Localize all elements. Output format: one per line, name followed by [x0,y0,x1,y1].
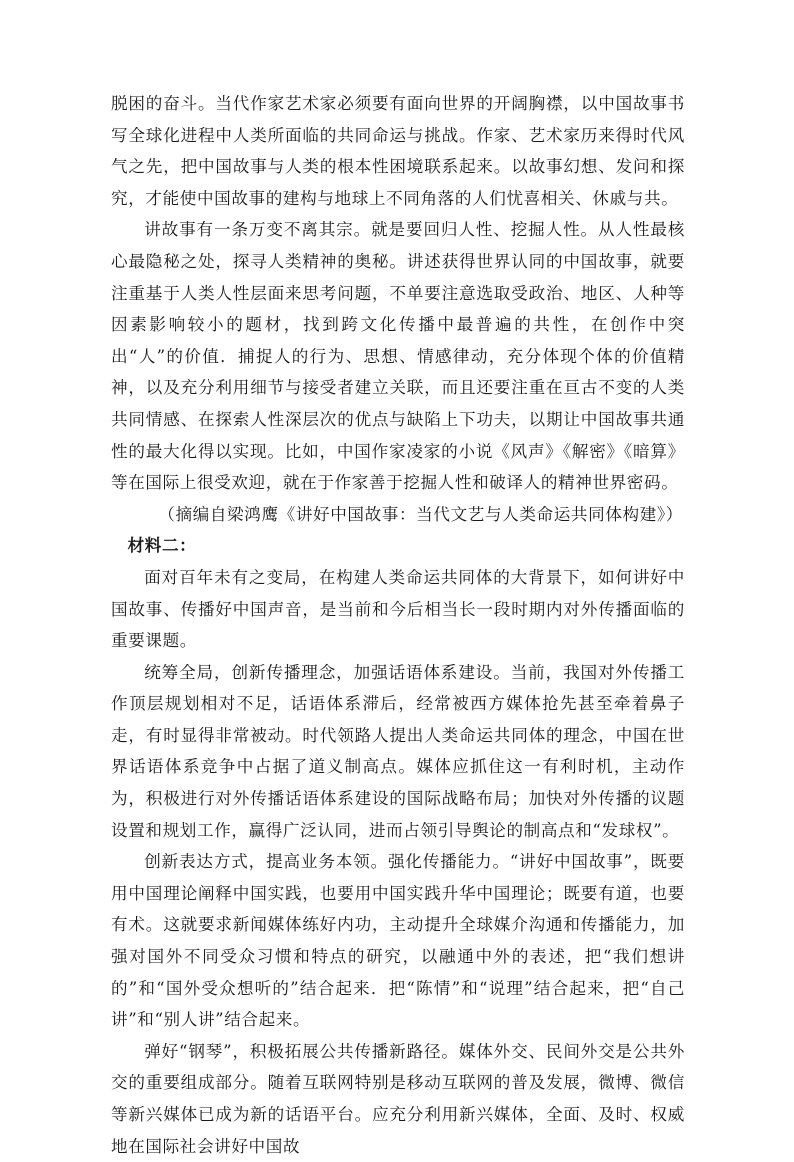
material2-paragraph-2: 统筹全局，创新传播理念，加强话语体系建设。当前，我国对外传播工作顶层规划相对不足，话语体系滞后，经常被西方媒体抢先甚至牵着鼻子走，有时显得非常被动。时代领路人提出人类命运共同体的理念，中国在世界话语体系竞争中占据了道义制高点。媒体应抓住这一有利时机，主动作为，积极进行对外传播话语体系建设的国际战略布局；加快对外传播的议题设置和规划工作，赢得广泛认同，进而占领引导舆论的制高点和“发球权”。 [111,662,685,840]
document-page [111,88,685,1162]
material2-paragraph-3: 创新表达方式，提高业务本领。强化传播能力。“讲好中国故事”，既要用中国理论阐释中国实践，也要用中国实践升华中国理论；既要有道，也要有术。这就要求新闻媒体练好内功，主动提升全球媒介沟通和传播能力，加强对国外不同受众习惯和特点的研究，以融通中外的表述，把“我们想讲的”和“国外受众想听的”结合起来．把“陈情”和“说理”结合起来，把“自己讲”和“别人讲”结合起来。 [111,852,685,1030]
material1-paragraph-2: 讲故事有一条万变不离其宗。就是要回归人性、挖掘人性。从人性最核心最隐秘之处，探寻人类精神的奥秘。讲述获得世界认同的中国故事，就要注重基于人类人性层面来思考问题，不单要注意选取受政治、地区、人种等因素影响较小的题材，找到跨文化传播中最普遍的共性，在创作中突出“人”的价值．捕捉人的行为、思想、情感律动，充分体现个体的价值精神，以及充分利用细节与接受者建立关联，而且还要注重在亘古不变的人类共同情感、在探索人性深层次的优点与缺陷上下功夫，以期让中国故事共通性的最大化得以实现。比如，中国作家凌家的小说《风声》《解密》《暗算》等在国际上很受欢迎，就在于作家善于挖掘人性和破译人的精神世界密码。 [111,220,685,493]
material2-paragraph-1: 面对百年未有之变局，在构建人类命运共同体的大背景下，如何讲好中国故事、传播好中国声音，是当前和今后相当长一段时期内对外传播面临的重要课题。 [111,567,685,651]
material2-heading: 材料二： [127,535,197,556]
material1-paragraph-1: 脱困的奋斗。当代作家艺术家必须要有面向世界的开阔胸襟，以中国故事书写全球化进程中人类所面临的共同命运与挑战。作家、艺术家历来得时代风气之先，把中国故事与人类的根本性困境联系起来。以故事幻想、发问和探究，才能使中国故事的建构与地球上不同角落的人们忧喜相关、休戚与共。 [111,94,685,208]
material1-citation: （摘编自梁鸿鹰《讲好中国故事：当代文艺与人类命运共同体构建》） [158,504,683,524]
material2-paragraph-4: 弹好“钢琴”，积极拓展公共传播新路径。媒体外交、民间外交是公共外交的重要组成部分。随着互联网特别是移动互联网的普及发展，微博、微信等新兴媒体已成为新的话语平台。应充分利用新兴媒体，全面、及时、权威地在国际社会讲好中国故 [111,1041,685,1156]
